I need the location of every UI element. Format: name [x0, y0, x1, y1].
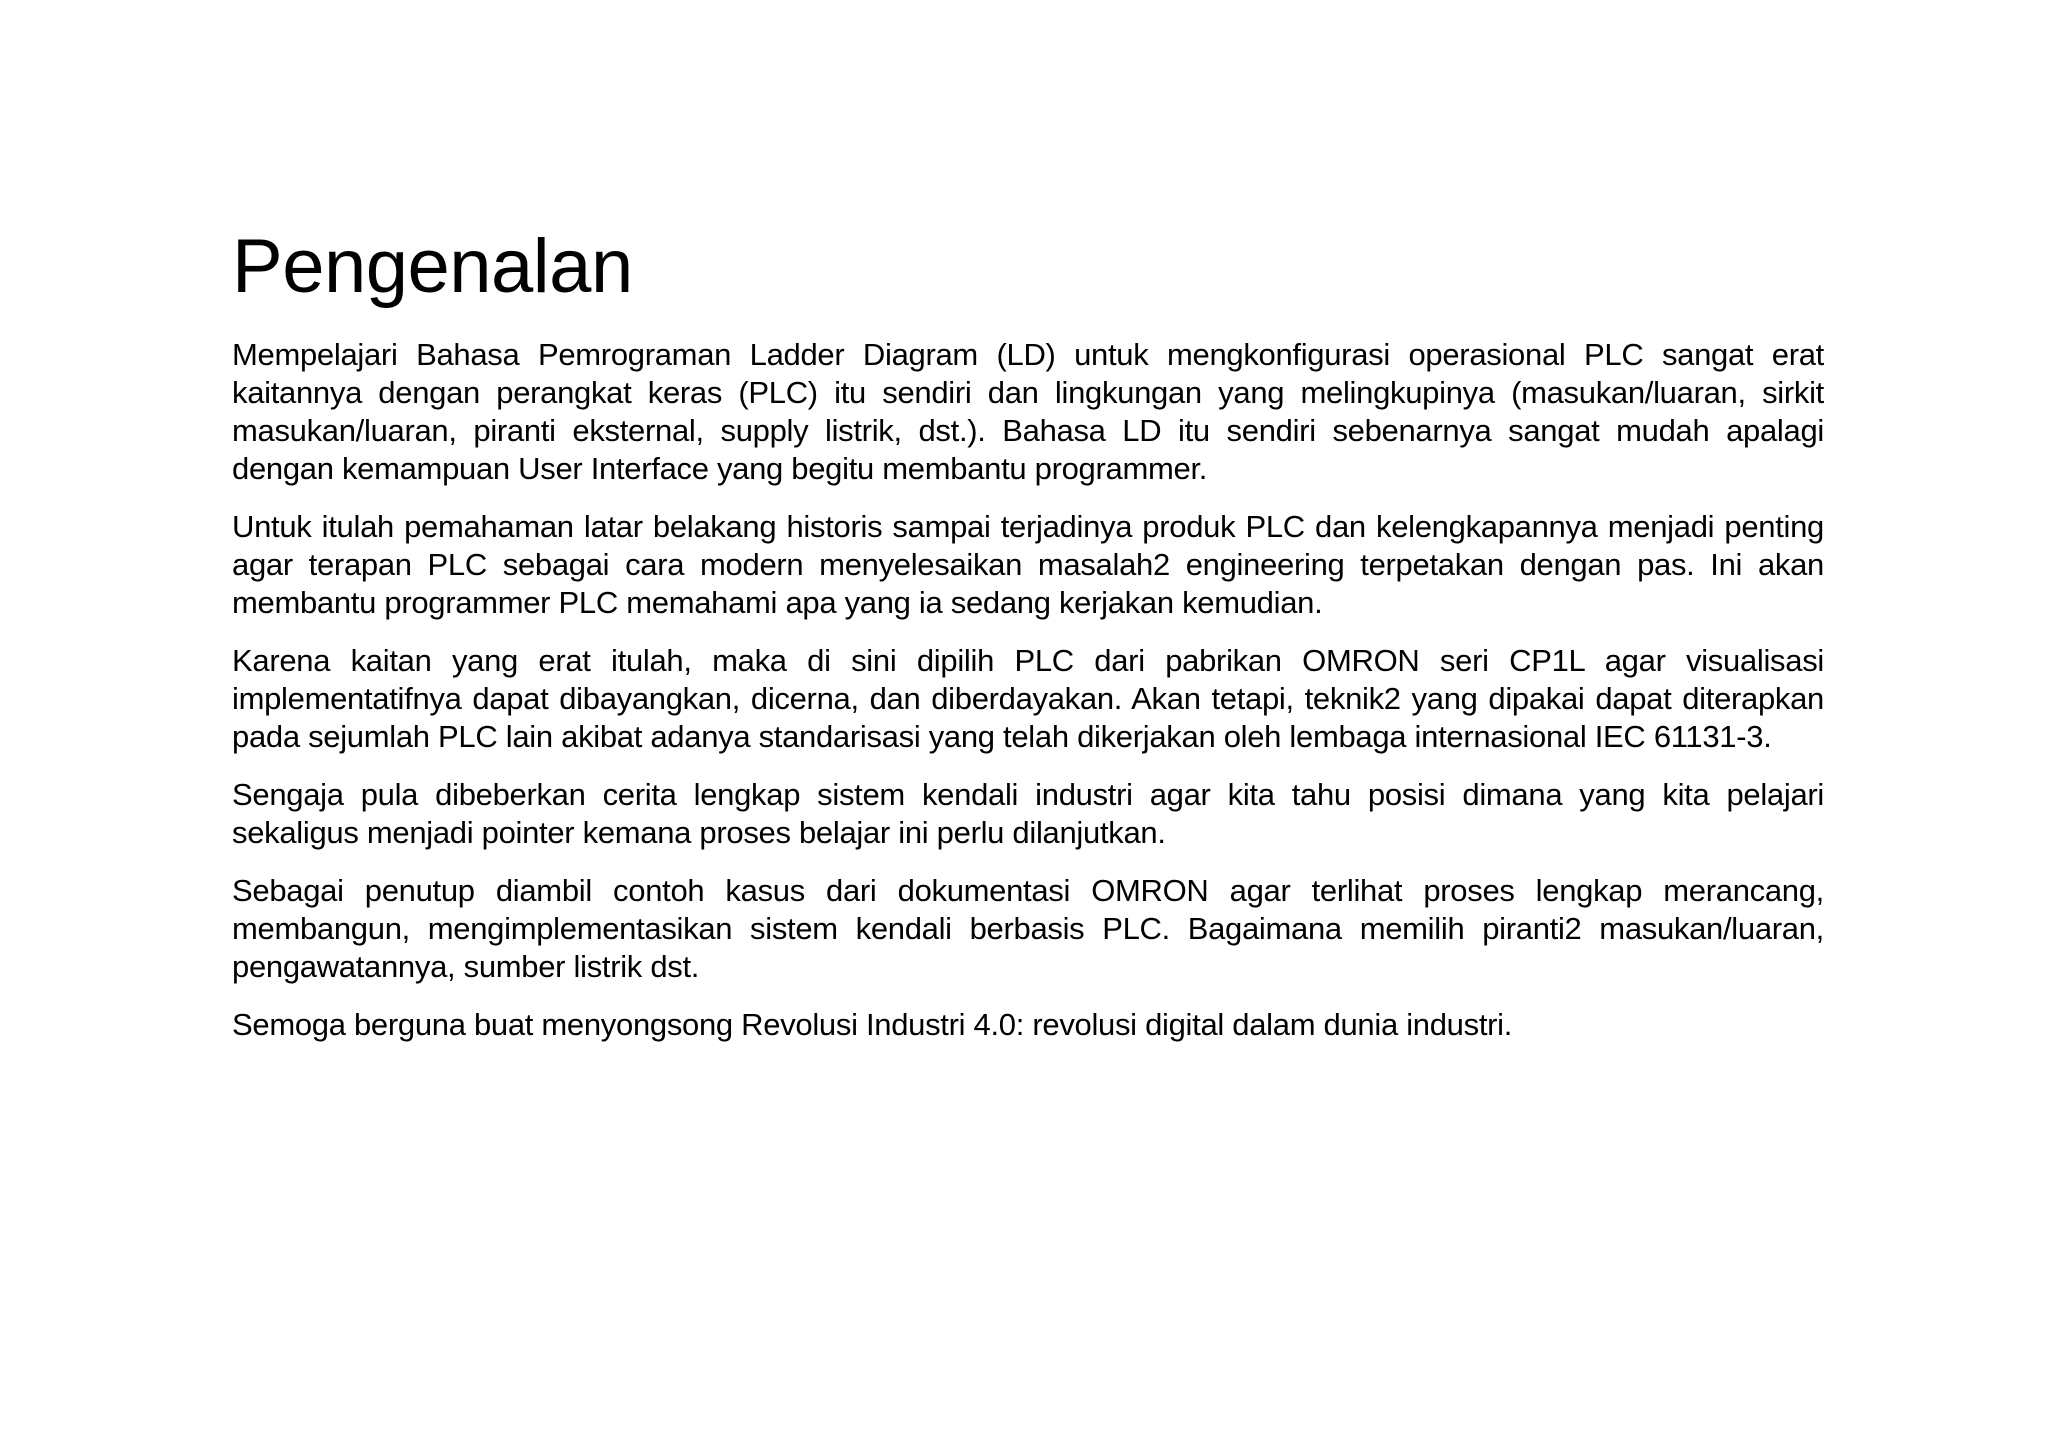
page-title: Pengenalan [232, 224, 633, 309]
paragraph-control-story: Sengaja pula dibeberkan cerita lengkap sistem kendali industri agar kita tahu posisi dimana yang kita pelajari sekaligus menjadi pointer kemana proses belajar ini perlu dilanjutkan. [232, 777, 1824, 850]
paragraph-history: Untuk itulah pemahaman latar belakang historis sampai terjadinya produk PLC dan kelengkapannya menjadi penting agar terapan PLC sebagai cara modern menyelesaikan masalah2 engineering terpetakan dengan pas. Ini akan membantu programmer PLC memahami apa yang ia sedang kerjakan kemudian. [232, 509, 1824, 620]
paragraph-omron-choice: Karena kaitan yang erat itulah, maka di sini dipilih PLC dari pabrikan OMRON seri CP1L agar visualisasi implementatifnya dapat dibayangkan, dicerna, dan diberdayakan. Akan tetapi, teknik2 yang dipakai dapat diterapkan pada sejumlah PLC lain akibat adanya standarisasi yang telah dikerjakan oleh lembaga internasional IEC 61131-3. [232, 643, 1824, 754]
paragraph-intro: Mempelajari Bahasa Pemrograman Ladder Diagram (LD) untuk mengkonfigurasi operasional PLC sangat erat kaitannya dengan perangkat keras (PLC) itu sendiri dan lingkungan yang melingkupinya (masukan/luaran, sirkit masukan/luaran, piranti eksternal, supply listrik, dst.). Bahasa LD itu sendiri sebenarnya sangat mudah apalagi dengan kemampuan User Interface yang begitu membantu programmer. [232, 337, 1824, 486]
paragraph-closing: Semoga berguna buat menyongsong Revolusi Industri 4.0: revolusi digital dalam dunia industri. [232, 1007, 1513, 1042]
paragraph-case-study: Sebagai penutup diambil contoh kasus dari dokumentasi OMRON agar terlihat proses lengkap merancang, membangun, mengimplementasikan sistem kendali berbasis PLC. Bagaimana memilih piranti2 masukan/luaran, pengawatannya, sumber listrik dst. [232, 873, 1824, 984]
slide-content [232, 218, 1824, 1064]
